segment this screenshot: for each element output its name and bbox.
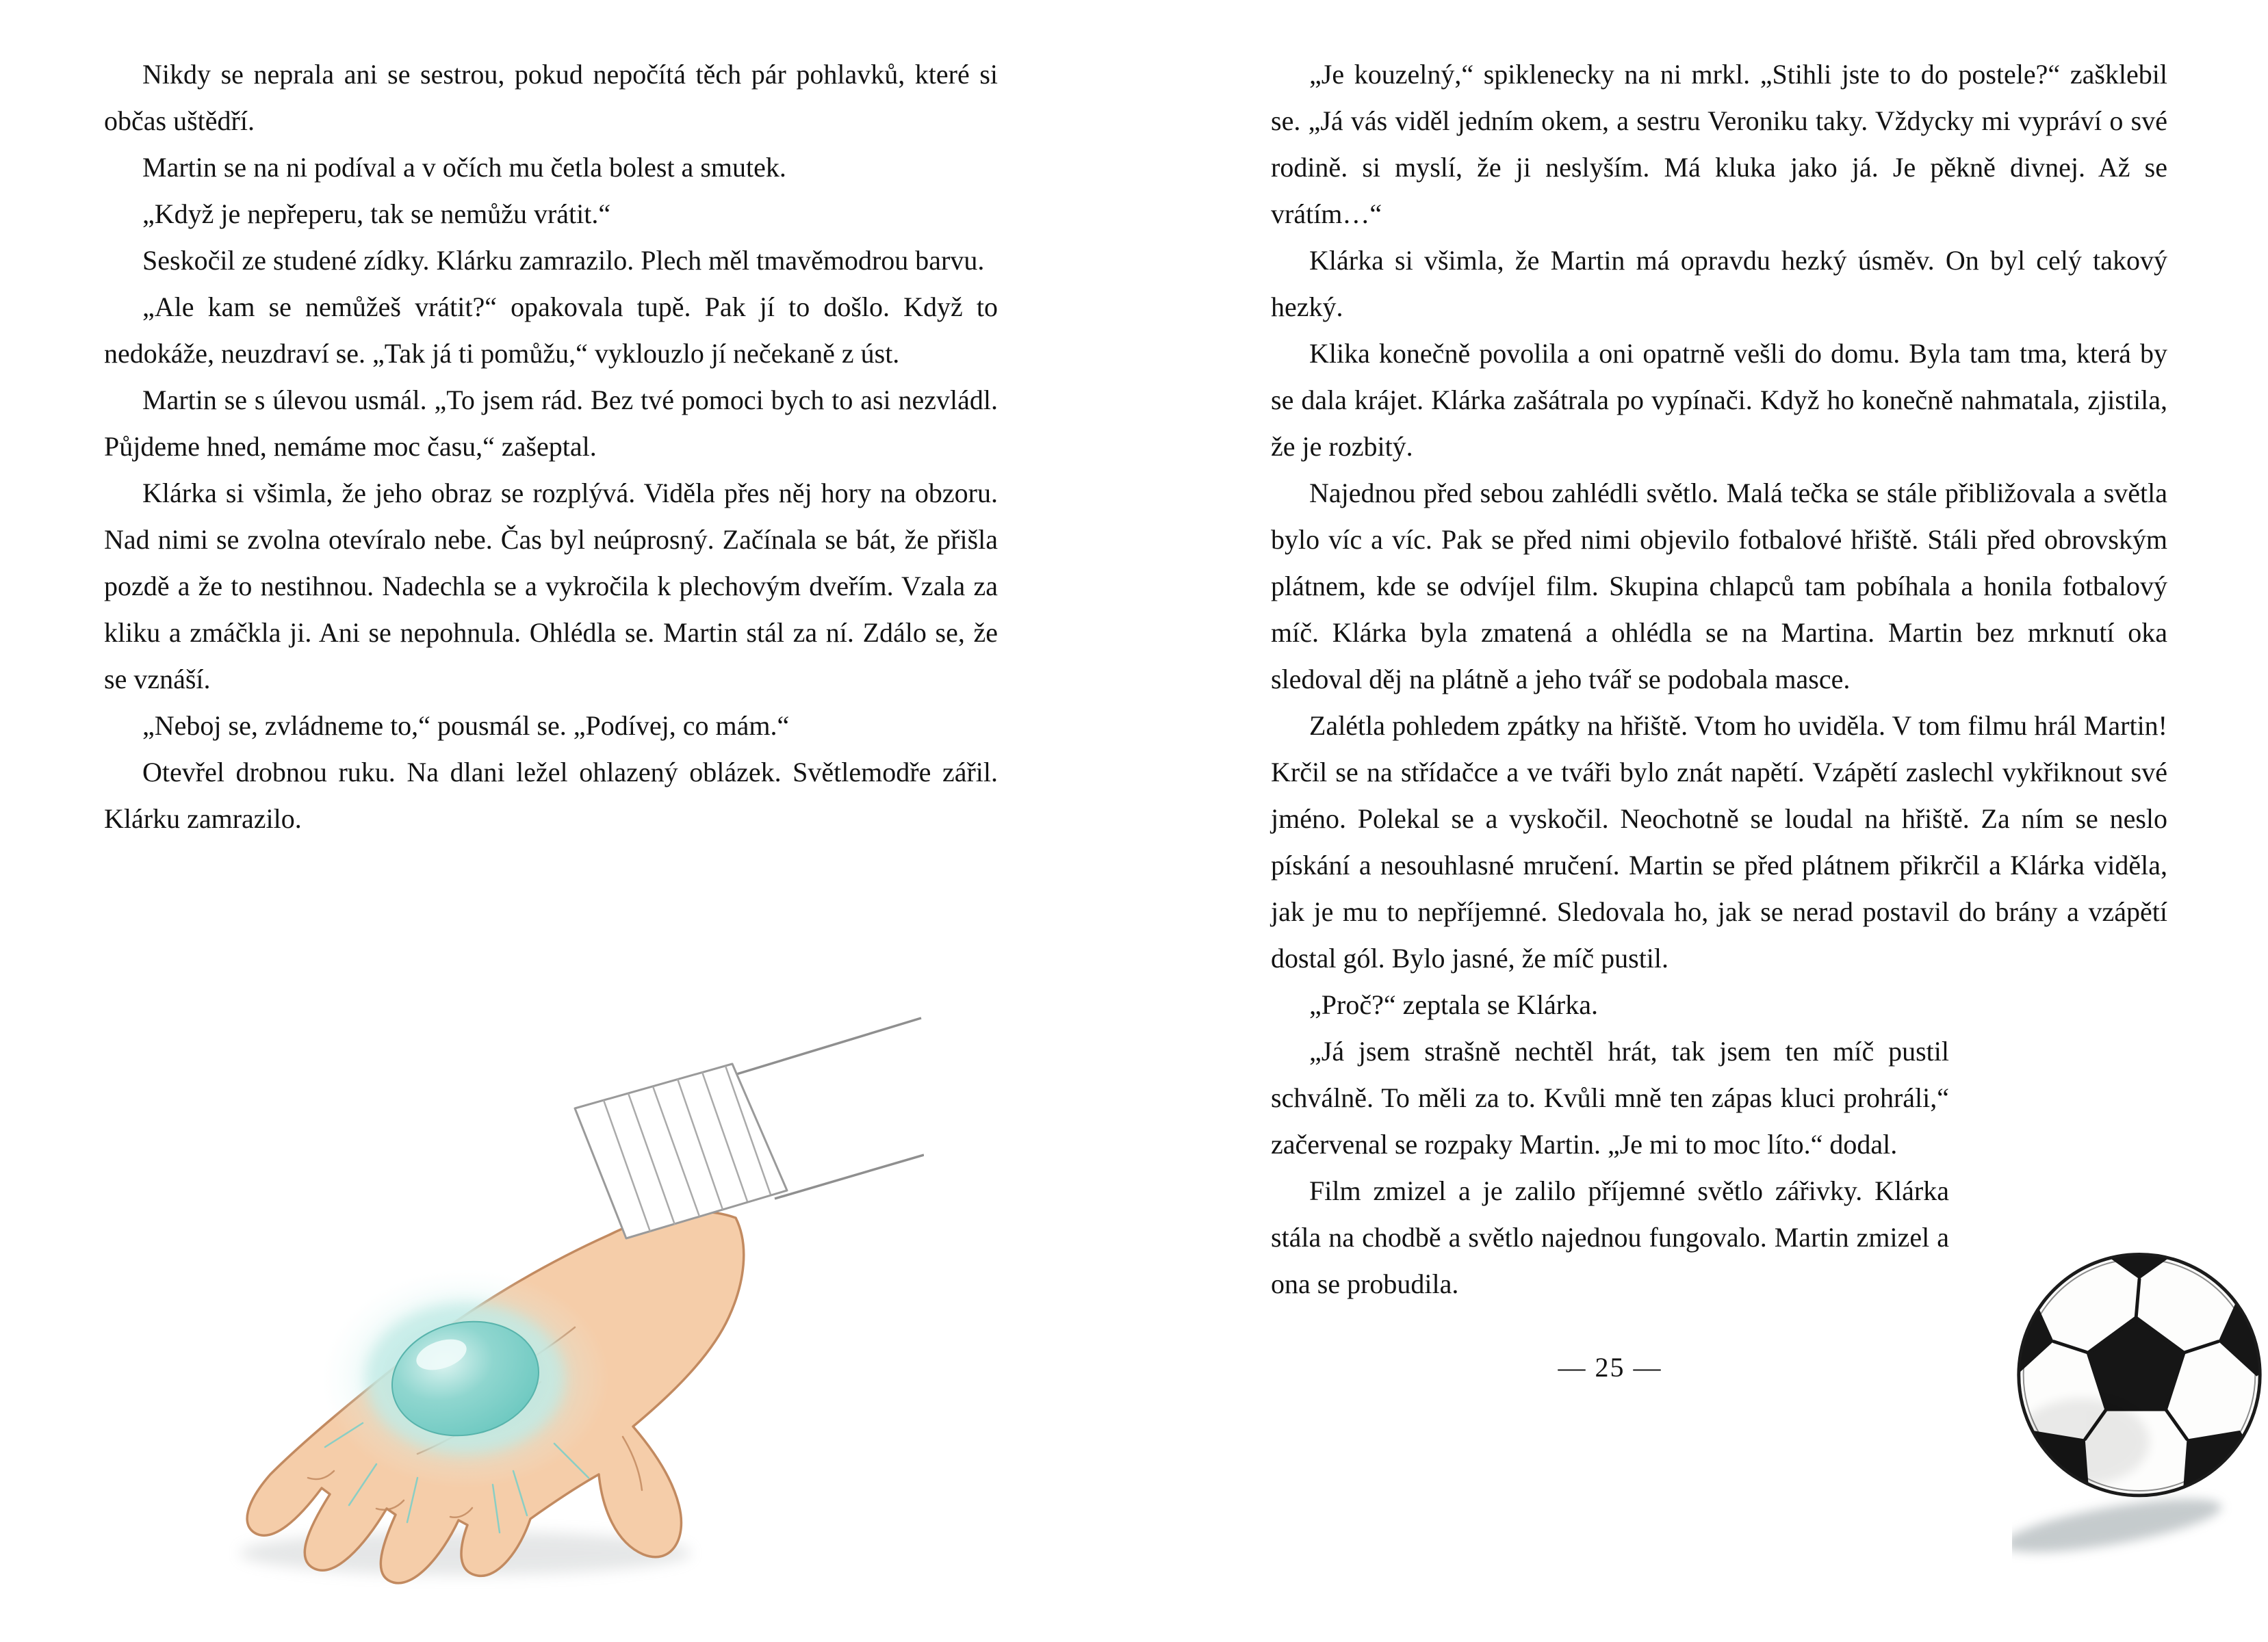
page-number: — 25 — — [1558, 1352, 1662, 1383]
paragraph: Otevřel drobnou ruku. Na dlani ležel ohlazený oblázek. Světlemodře zářil. Klárku zamrazilo. — [104, 757, 998, 834]
paragraph: „Proč?“ zeptala se Klárka. — [1309, 989, 1598, 1020]
right-page — [1134, 0, 2268, 1642]
left-page-text — [104, 51, 998, 842]
paragraph: „Ale kam se nemůžeš vrátit?“ opakovala tupě. Pak jí to došlo. Když to nedokáže, neuzdraví se. „Tak já ti pomůžu,“ vyklouzlo jí nečekaně z úst. — [104, 291, 998, 369]
paragraph: Klika konečně povolila a oni opatrně vešli do domu. Byla tam tma, která by se dala krájet. Klárka zašátrala po vypínači. Když ho konečně nahmatala, zjistila, že je rozbitý. — [1271, 338, 2167, 462]
paragraph: Seskočil ze studené zídky. Klárku zamrazilo. Plech měl tmavěmodrou barvu. — [142, 245, 985, 276]
paragraph: „Neboj se, zvládneme to,“ pousmál se. „Podívej, co mám.“ — [142, 710, 790, 741]
paragraph: Martin se na ni podíval a v očích mu četla bolest a smutek. — [142, 152, 786, 183]
paragraph: Klárka si všimla, že Martin má opravdu hezký úsměv. On byl celý takový hezký. — [1271, 245, 2167, 322]
paragraph: „Já jsem strašně nechtěl hrát, tak jsem ten míč pustil schválně. To měli za to. Kvůli mně ten zápas kluci prohráli,“ začervenal se rozpaky Martin. „Je mi to moc líto.“ dodal. — [1271, 1036, 1949, 1160]
soccer-ball-icon — [2012, 1216, 2267, 1574]
right-page-text — [1271, 51, 2167, 1401]
hand-illustration — [171, 999, 924, 1601]
hand-with-glowing-pebble-icon — [171, 999, 924, 1601]
paragraph: Zalétla pohledem zpátky na hřiště. Vtom ho uviděla. V tom filmu hrál Martin! Krčil se na střídačce a ve tváři bylo znát napětí. Vzápětí zaslechl vykřiknout své jméno. Polekal se a vyskočil. Neochotně se loudal na hřiště. Za ním se neslo pískání a nesouhlasné mručení. Martin se před plátnem přikrčil a Klárka viděla, jak je mu to nepříjemné. Sledovala ho, jak se nerad postavil do brány a vzápětí dostal gól. Bylo jasné, že míč pustil. — [1271, 710, 2167, 974]
paragraph: Nikdy se neprala ani se sestrou, pokud nepočítá těch pár pohlavků, které si občas uštědří. — [104, 59, 998, 136]
paragraph: Martin se s úlevou usmál. „To jsem rád. Bez tvé pomoci bych to asi nezvládl. Půjdeme hned, nemáme moc času,“ zašeptal. — [104, 385, 998, 462]
soccer-ball-illustration — [2012, 1216, 2267, 1574]
paragraph: „Je kouzelný,“ spiklenecky na ni mrkl. „Stihli jste to do postele?“ zašklebil se. „Já vás viděl jedním okem, a sestru Veroniku taky. Vždycky mi vypráví o své rodině. si myslí, že ji neslyším. Má kluka jako já. Je pěkně divnej. Až se vrátím…“ — [1271, 59, 2167, 229]
paragraph: „Když je nepřeperu, tak se nemůžu vrátit.“ — [142, 198, 611, 229]
paragraph: Film zmizel a je zalilo příjemné světlo zářivky. Klárka stála na chodbě a světlo najednou fungovalo. Martin zmizel a ona se probudila. — [1271, 1175, 1949, 1299]
paragraph: Najednou před sebou zahlédli světlo. Malá tečka se stále přibližovala a světla bylo víc a víc. Pak se před nimi objevilo fotbalové hřiště. Stáli před obrovským plátnem, kde se odvíjel film. Skupina chlapců tam pobíhala a honila fotbalový míč. Klárka byla zmatená a ohlédla se na Martina. Martin bez mrknutí oka sledoval děj na plátně a jeho tvář se podobala masce. — [1271, 478, 2167, 694]
paragraph: Klárka si všimla, že jeho obraz se rozplývá. Viděla přes něj hory na obzoru. Nad nimi se zvolna otevíralo nebe. Čas byl neúprosný. Začínala se bát, že přišla pozdě a že to nestihnou. Nadechla se a vykročila k plechovým dveřím. Vzala za kliku a zmáčkla ji. Ani se nepohnula. Ohlédla se. Martin stál za ní. Zdálo se, že se vznáší. — [104, 478, 998, 694]
